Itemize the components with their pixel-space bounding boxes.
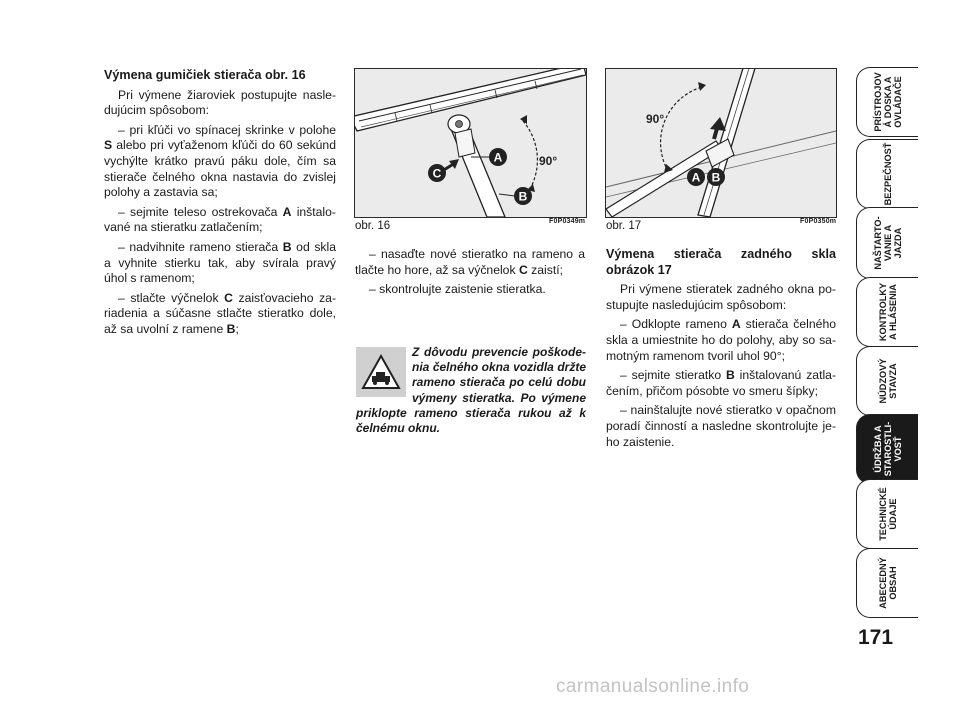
paragraph: – pri kľúči vo spínacej skrinke v polohe S alebo pri vyťaženom kľúči do 60 sekúnd vychýlte krátko pravú páku dole, čím sa stierače čelného okna nastavia do zvislej polohy a zastavia sa; [104,122,336,200]
figure-label-a: A [493,150,503,165]
section-heading-wiper-rubber: Výmena gumičiek stierača obr. 16 [104,68,306,82]
figure-label-b: B [518,189,528,204]
figure-code: F0P0349m [549,218,586,225]
paragraph: – nasaďte nové stieratko na rameno a tlačte ho hore, až sa výčnelok C zaistí; [355,247,585,277]
tab-pristrojova-doska[interactable]: PRÍSTROJOV Á DOSKA A OVLÁDAČE [856,67,918,137]
left-column [104,68,336,342]
paragraph: – Odklopte rameno A stierača čelného skla a umiestnite ho do polohy, aby so sa- motným ramenom tvoril uhol 90°; [606,317,836,363]
tab-technicke-udaje[interactable]: TECHNICKÉ ÚDAJE [856,479,918,549]
wiper-diagram-17 [606,69,836,217]
paragraph: – stlačte výčnelok C zaisťovacieho za- riadenia a súčasne stlačte stieratko dole, až sa uvolní z ramene B; [104,290,337,336]
tab-udrzba[interactable]: ÚDRŽBA A STAROSTLI- VOSŤ [856,414,918,484]
angle-label: 90° [539,154,558,168]
warning-triangle-icon [356,347,406,397]
warning-note [356,345,586,436]
figure-17-illustration [605,68,837,218]
figure-label-c: C [432,166,442,181]
paragraph: – skontrolujte zaistenie stieratka. [369,282,546,297]
page-number: 171 [858,626,894,649]
paragraph: – sejmite teleso ostrekovača A inštalo- vané na stieratku zatlačením; [104,204,336,235]
paragraph: – sejmite stieratko B inštalovanú zatla- čením, přičom pósobte vo smeru šípky; [606,368,836,398]
figure-caption: obr. 16 [355,220,391,232]
right-column [606,247,836,454]
section-heading-rear-wiper: Výmena stierača zadného skla obrázok 17 [606,247,836,277]
middle-column [355,247,585,302]
paragraph: – nainštalujte nové stieratko v opačnom poradí činností a nasledne skontrolujte je- ho zaistenie. [606,403,836,449]
wiper-diagram-16 [355,69,586,217]
tab-nastartovanie[interactable]: NAŠTARTO- VANIE A JAZDA [856,207,918,279]
tab-abecedny-obsah[interactable]: ABECEDNÝ OBSAH [856,548,918,618]
figure-caption: obr. 17 [606,220,642,232]
tab-kontrolky[interactable]: KONTROLKY A HLÁSENIA [856,277,918,347]
figure-label-b: B [711,170,721,185]
warning-text: Z dôvodu prevencie poškode- nia čelného okna vozidla držte rameno stierača po celú dobu výmeny stieratka. Po výmene priklopte rameno stierača rukou až k čelnému oknu. [356,345,586,436]
figure-label-a: A [691,170,701,185]
angle-label: 90° [646,112,665,126]
figure-16-illustration [354,68,587,218]
footer-watermark: carmanualsonline.info [556,676,750,697]
tab-bezpecnost[interactable]: BEZPEČNOSŤ [856,139,918,209]
paragraph: Pri výmene žiaroviek postupujte nasle- dujúcim spôsobom: [104,87,336,118]
paragraph: Pri výmene stieratek zadného okna po- stupujte nasledujúcim spôsobom: [606,282,836,312]
paragraph: – nadvihnite rameno stierača B od skla a vyhnite stierku tak, aby svírala pravý úhol s ramenom; [104,239,336,286]
figure-code: F0P0350m [800,218,837,225]
tab-nudzovy-stav[interactable]: NÚDZOVÝ STAVZA [856,346,918,416]
